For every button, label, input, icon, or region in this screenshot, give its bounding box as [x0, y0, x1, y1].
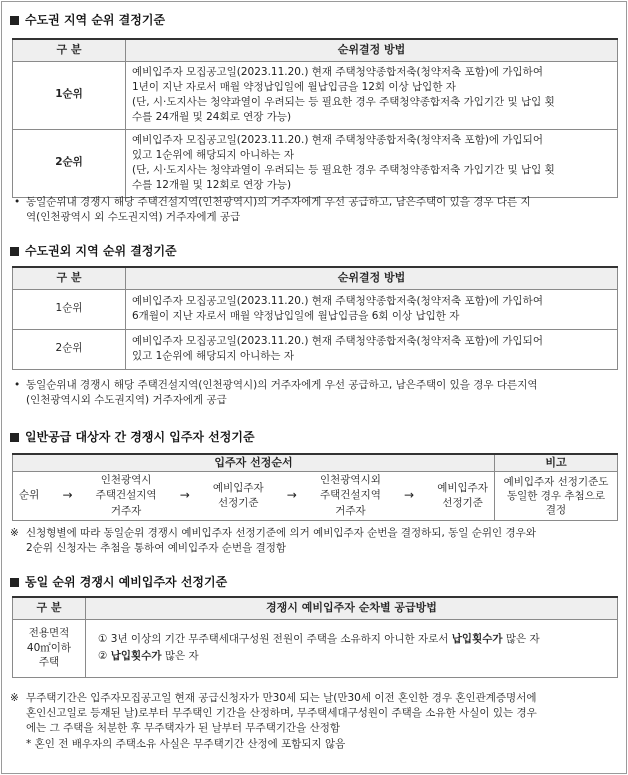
section1-title: 수도권 지역 순위 결정기준: [10, 12, 165, 29]
section1-table: [12, 38, 618, 198]
section3-footnote: ※ 신청형별에 따라 동일순위 경쟁시 예비입주자 선정기준에 의거 예비입주자 순번을 결정하되, 동일 순위인 경우와 2순위 신청자는 추첨을 통하여 예비입주자 순번을 결정함: [10, 527, 536, 555]
section4-header-category: 구 분: [13, 597, 86, 619]
section2-rank-2: 2순위: [13, 329, 126, 369]
section4-header-method: 경쟁시 예비입주자 순차별 공급방법: [86, 597, 618, 619]
section1-rank-2: 2순위: [13, 129, 126, 197]
section3-table: [12, 453, 618, 521]
arrow-right-icon: →: [286, 488, 297, 503]
section1-note: • 동일순위내 경쟁시 해당 주택건설지역(인천광역시)의 거주자에게 우선 공급하고, 남은주택이 있을 경우 다른 지 역(인천광역시 외 수도권지역) 거주자에게 공급: [14, 196, 531, 224]
square-bullet-icon: [10, 247, 19, 256]
flow-step-3: 인천광역시외 주택건설지역 거주자: [320, 474, 381, 517]
section2-table: [12, 266, 618, 370]
section4-rank: 전용면적 40㎡이하 주택: [13, 619, 86, 677]
section3-remark: 예비입주자 선정기준도 동일한 경우 추첨으로 결정: [495, 471, 618, 520]
section1-header-category: 구 분: [13, 39, 126, 61]
section4-title: 동일 순위 경쟁시 예비입주자 선정기준: [10, 574, 227, 591]
section1-header-method: 순위결정 방법: [126, 39, 618, 61]
section2-note: • 동일순위내 경쟁시 해당 주택건설지역(인천광역시)의 거주자에게 우선 공급하고, 남은주택이 있을 경우 다른지역 (인천광역시외 수도권지역) 거주자에게 공급: [14, 379, 538, 407]
flow-step-2: 예비입주자 선정기준: [212, 481, 264, 509]
section2-rank-1: 1순위: [13, 289, 126, 329]
section3-title: 일반공급 대상자 간 경쟁시 입주자 선정기준: [10, 429, 255, 446]
section4-item-2: ② 납입횟수가 많은 자: [98, 650, 199, 662]
section1-rank-1: 1순위: [13, 61, 126, 129]
section2-desc-1: 예비입주자 모집공고일(2023.11.20.) 현재 주택청약종합저축(청약저축 포함)에 가입하여 6개월이 지난 자로서 매월 약정납입일에 월납입금을 6회 이상 납입한 자: [126, 289, 618, 329]
section4-footnote: ※ 무주택기간은 입주자모집공고일 현재 공급신청자가 만30세 되는 날(만30세 이전 혼인한 경우 혼인관계증명서에 혼인신고일로 등재된 날)로부터 무주택인 기간을 산정하며, 무주택세대구성원이 주택을 소유한 사실이 있는 경우 에는 그 주택을 처분한 후 무주택자가 된 날부터 무주택기간을 산정함 * 혼인 전 배우자의 주택소유 사실은 무주택기간 산정에 포함되지 않음: [10, 692, 537, 750]
section1-desc-1: 예비입주자 모집공고일(2023.11.20.) 현재 주택청약종합저축(청약저축 포함)에 가입하여 1년이 지난 자로서 매월 약정납입일에 월납입금을 12회 이상 납입한 자 (단, 시·도지사는 청약과열이 우려되는 등 필요한 경우 주택청약종합저축 가입기간 및 납입 횟 수를 24개월 및 24회로 연장 가능): [126, 61, 618, 129]
section2-title: 수도권외 지역 순위 결정기준: [10, 243, 177, 260]
document-page: [1, 1, 627, 774]
arrow-right-icon: →: [179, 488, 190, 503]
section2-desc-2: 예비입주자 모집공고일(2023.11.20.) 현재 주택청약종합저축(청약저축 포함)에 가입되어 있고 1순위에 해당되지 아니하는 자: [126, 329, 618, 369]
selection-order-flow: [13, 471, 495, 520]
square-bullet-icon: [10, 433, 19, 442]
flow-start: 순위: [19, 489, 40, 502]
arrow-right-icon: →: [62, 488, 73, 503]
section4-item-1: ① 3년 이상의 기간 무주택세대구성원 전원이 주택을 소유하지 아니한 자로서 납입횟수가 많은 자: [98, 633, 540, 646]
section1-desc-2: 예비입주자 모집공고일(2023.11.20.) 현재 주택청약종합저축(청약저축 포함)에 가입되어 있고 1순위에 해당되지 아니하는 자 (단, 시·도지사는 청약과열이 우려되는 등 필요한 경우 주택청약종합저축 가입기간 및 납입 횟 수를 12개월 및 12회로 연장 가능): [126, 129, 618, 197]
flow-step-1: 인천광역시 주택건설지역 거주자: [95, 474, 157, 517]
section2-header-category: 구 분: [13, 267, 126, 289]
section4-table: [12, 596, 618, 678]
square-bullet-icon: [10, 578, 19, 587]
section4-items: [86, 619, 618, 677]
section3-header-order: 입주자 선정순서: [13, 454, 495, 471]
section3-header-remark: 비고: [495, 454, 618, 471]
square-bullet-icon: [10, 16, 19, 25]
arrow-right-icon: →: [404, 488, 415, 503]
section2-header-method: 순위결정 방법: [126, 267, 618, 289]
flow-step-4: 예비입주자 선정기준: [437, 481, 488, 509]
